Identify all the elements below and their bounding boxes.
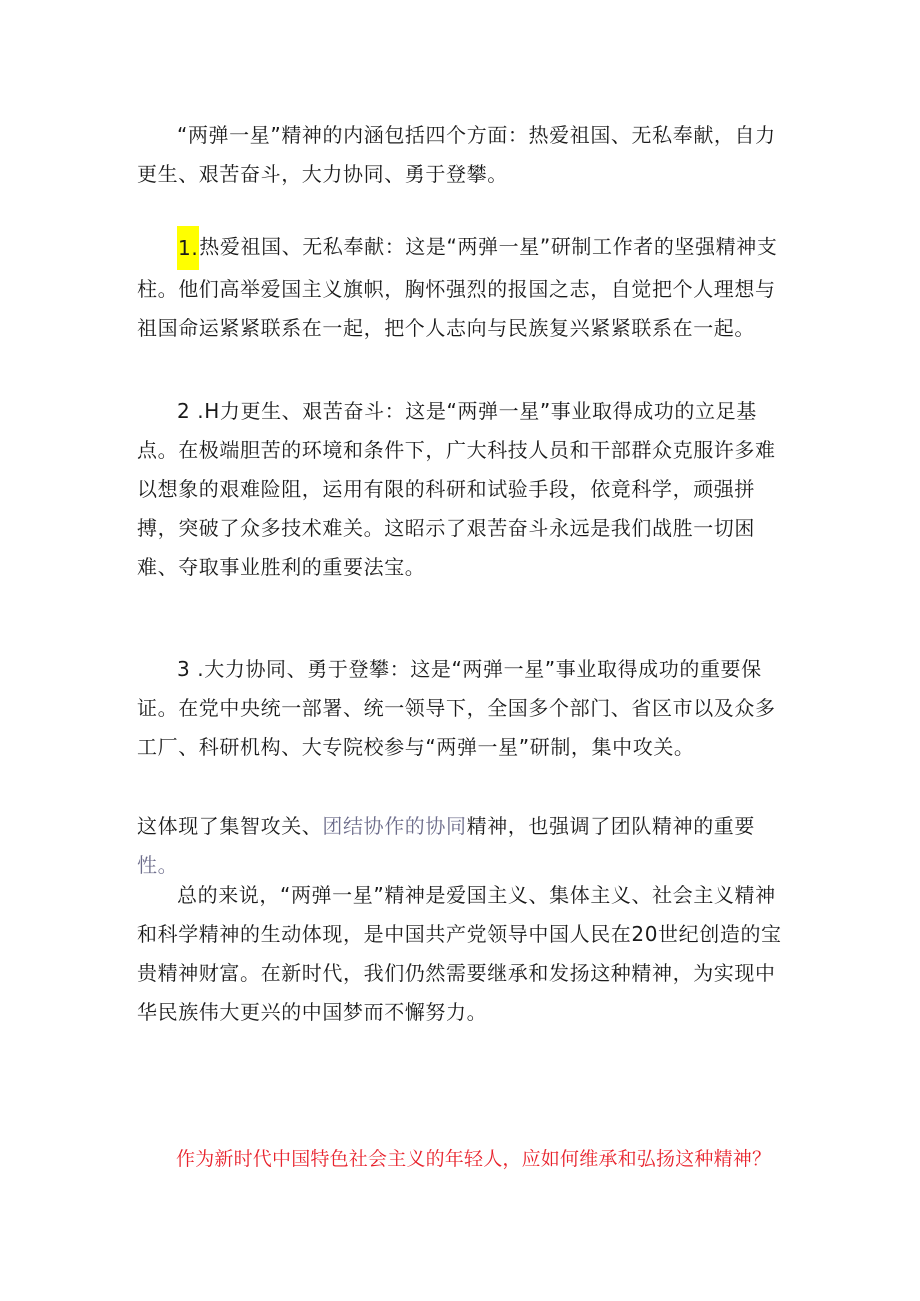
- question-line: 作为新时代中国特色社会主义的年轻人，应如何维承和弘扬这种精神？: [176, 1148, 772, 1170]
- point-3-paragraph: 3 .大力协同、勇于登攀：这是“两弹一星”事业取得成功的重要保证。在党中央统一部署、统一领导下，全国多个部门、省区市以及众多工厂、科研机构、大专院校参与“两弹一星”研制，集中攻关。: [137, 657, 776, 759]
- intro-paragraph: “两弹一星”精神的内涵包括四个方面：热爱祖国、无私奉献，自力更生、艰苦奋斗，大力协同、勇于登攀。: [137, 123, 776, 186]
- teamwork-text-4: 性。: [137, 853, 179, 877]
- highlighted-number: 1.: [177, 226, 199, 270]
- teamwork-text-3: 精神，也强调了团队精神的重要: [466, 814, 756, 838]
- point-1-paragraph: [137, 226, 787, 348]
- point-1-text: 热爱祖国、无私奉献：这是“两弹一星”研制工作者的坚强精神支柱。他们高举爱国主义旗帜，胸怀强烈的报国之志，自觉把个人理想与祖国命运紧紧联系在一起，把个人志向与民族复兴紧紧联系在一起。: [137, 234, 778, 340]
- summary-paragraph: 总的来说，“两弹一星”精神是爱国主义、集体主义、社会主义精神和科学精神的生动体现，是中国共产党领导中国人民在20世纪创造的宝贵精神财富。在新时代，我们仍然需要继承和发扬这种精神，为实现中华民族伟大更兴的中国梦而不懈努力。: [137, 883, 782, 1024]
- teamwork-text-1: 这体现了集智攻关、: [137, 814, 323, 838]
- teamwork-text-2: 团结协作的协同: [322, 814, 467, 838]
- point-2-paragraph: 2 .H力更生、艰苦奋斗：这是“两弹一星”事业取得成功的立足基点。在极端胆苦的环境和条件下，广大科技人员和干部群众克服许多难以想象的艰难险阻，运用有限的科研和试验手段，依竟科学，顽强拼搏，突破了众多技术难关。这昭示了艰苦奋斗永远是我们战胜一切困难、夺取事业胜利的重要法宝。: [137, 399, 776, 579]
- teamwork-paragraph: [137, 807, 787, 885]
